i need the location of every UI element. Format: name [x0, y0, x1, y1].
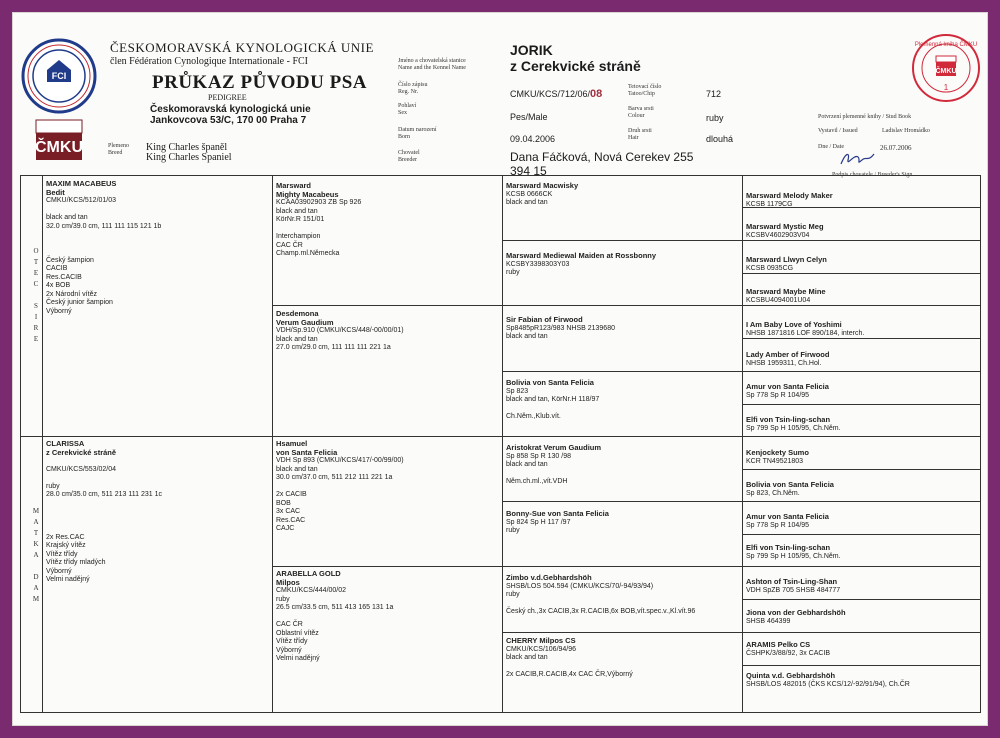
- colour-label: Barva srsti Colour: [628, 106, 654, 119]
- dog-info-line: [506, 470, 740, 479]
- dog-name-line: Marsward Mediewal Maiden at Rossbonny: [506, 251, 657, 260]
- dog-name-line: z Cerekvické stráně: [46, 447, 117, 457]
- dog-info-line: 2x Res.CAC: [46, 533, 85, 541]
- issued-value: Ladislav Hromádko: [882, 128, 930, 134]
- dog-info-line: SHSB/LOS 504.594 (CMKU/KCS/70/-94/93/94): [506, 582, 654, 590]
- dog-info-line: ruby: [46, 482, 60, 490]
- side-letter: A: [33, 584, 39, 592]
- dog-info-line: Ch.Něm.,Klub.vít.: [506, 413, 561, 420]
- grid-line: [742, 404, 981, 405]
- reg-number: CMKU/KCS/712/06/08: [510, 88, 603, 100]
- grid-line: [502, 240, 981, 241]
- side-letter: K: [33, 540, 39, 548]
- dog-name-line: Zimbo v.d.Gebhardshöh: [506, 573, 592, 582]
- dog-info-line: Sp 799 Sp H 105/95, Ch.Něm.: [746, 424, 841, 432]
- dog-info-line: 32.0 cm/39.0 cm, 111 111 115 121 1b: [46, 222, 162, 230]
- grid-line: [502, 501, 981, 502]
- gen4-cell: [746, 416, 979, 433]
- dog-name-line: Elfi von Tsin-ling-schan: [746, 415, 831, 424]
- dog-name-line: Sir Fabian of Firwood: [506, 315, 583, 324]
- dog-info-line: ruby: [506, 527, 520, 534]
- dog-name-line: I Am Baby Love of Yoshimi: [746, 320, 842, 329]
- side-letter: A: [33, 518, 39, 526]
- gen4-cell: [746, 449, 979, 466]
- dog-info-line: [506, 600, 740, 609]
- dog-name-line: Marsward Llwyn Celyn: [746, 255, 827, 264]
- grid-line: [742, 665, 981, 666]
- dam-side-label: [30, 506, 42, 605]
- org-member: člen Fédération Cynologique Internationale - FCI: [110, 56, 309, 67]
- dog-info-line: NHSB 1959311, Ch.Hol.: [746, 359, 822, 367]
- dog-info-line: Výborný: [46, 567, 72, 575]
- document-title: PRŮKAZ PŮVODU PSA: [152, 72, 368, 93]
- dog-name-line: Marsward: [276, 181, 312, 190]
- dog-name-line: ARAMIS Pelko CS: [746, 640, 811, 649]
- dog-name-line: CHERRY Milpos CS: [506, 636, 576, 645]
- dog-info-line: Český šampion: [46, 256, 94, 264]
- dog-name-line: Desdemona: [276, 309, 319, 318]
- dog-info-line: Sp 823: [506, 387, 529, 395]
- gen4-cell: [746, 288, 979, 305]
- dog-info-line: black and tan: [46, 214, 88, 221]
- dog-info-line: Sp 778 Sp R 104/95: [746, 391, 810, 399]
- dog-info-line: Champ.ml.Německa: [276, 250, 340, 257]
- side-letter: T: [33, 258, 39, 266]
- dog-info-line: Výborný: [46, 307, 72, 315]
- dog-info-line: 2x CACIB,R.CACIB,4x CAC ČR,Výborný: [506, 671, 633, 678]
- side-letter: O: [33, 247, 39, 255]
- dog-info-line: Sp 858 Sp R 130 /98: [506, 452, 571, 460]
- grid-line: [742, 469, 981, 470]
- dog-info-line: Sp8485pR123/983 NHSB 2139680: [506, 324, 615, 332]
- gen4-cell: [746, 256, 979, 273]
- dam-sire-cell: [276, 440, 500, 534]
- dog-name-line: Jiona von der Gebhardshöh: [746, 608, 846, 617]
- org-address: Českomoravská kynologická unie Jankovcova 53/C, 170 00 Praha 7: [150, 104, 311, 126]
- reg-label: Číslo zápisu Reg. Nr.: [398, 82, 428, 95]
- dog-name-line: Milpos: [276, 577, 300, 587]
- dog-info-line: Sp 824 Sp H 117 /97: [506, 518, 571, 526]
- gen4-cell: [746, 578, 979, 595]
- born-label: Datum narození Born: [398, 127, 437, 140]
- breed-label: Plemeno Breed: [108, 143, 129, 156]
- side-letter: T: [33, 529, 39, 537]
- name-label: Jméno a chovatelská stanice Name and the Kennel Name: [398, 58, 466, 71]
- dog-info-line: Velmi nadějný: [46, 576, 90, 583]
- dog-info-line: CMKU/KCS/553/02/04: [46, 465, 117, 473]
- born-value: 09.04.2006: [510, 134, 556, 144]
- grid-line: [742, 599, 981, 600]
- dog-info-line: ČSHPK/3/88/92, 3x CACIB: [746, 649, 831, 657]
- breeder-value: Dana Fáčková, Nová Cerekev 255 394 15: [510, 150, 694, 178]
- signature-icon: [838, 148, 878, 170]
- dog-info-line: KCAA03902903 ZB Sp 926: [276, 199, 362, 206]
- breeder-label: Chovatel Breeder: [398, 150, 420, 163]
- svg-text:Plemenná kniha ČMKU: Plemenná kniha ČMKU: [914, 42, 978, 48]
- side-letter: C: [33, 280, 39, 288]
- dog-info-line: 28.0 cm/35.0 cm, 511 213 111 231 1c: [46, 491, 162, 498]
- gen3-cell: [506, 444, 740, 487]
- side-letter: S: [34, 302, 38, 310]
- date-value: 26.07.2006: [880, 144, 912, 152]
- grid-line: [272, 305, 981, 306]
- side-letter: M: [32, 595, 40, 603]
- dog-name-line: Ashton of Tsin-Ling-Shan: [746, 577, 838, 586]
- dog-info-line: black and tan: [506, 461, 548, 468]
- grid-line: [20, 436, 981, 437]
- dog-info-line: [506, 405, 740, 414]
- dog-info-line: KCR TN49521803: [746, 457, 804, 465]
- dog-info-line: VDH/Sp.910 (CMKU/KCS/448/-00/00/01): [276, 327, 404, 334]
- svg-text:ČMKU: ČMKU: [35, 139, 83, 156]
- dog-info-line: CMKU/KCS/106/94/96: [506, 645, 577, 653]
- svg-text:FCI: FCI: [51, 71, 67, 81]
- side-letter: D: [33, 573, 39, 581]
- dog-info-line: KCSB 1179CG: [746, 200, 793, 208]
- grid-line: [502, 371, 981, 372]
- side-letter: E: [33, 269, 39, 277]
- dog-info-line: CMKU/KCS/444/00/02: [276, 587, 347, 594]
- gen4-cell: [746, 641, 979, 658]
- dog-info-line: black and tan: [506, 199, 548, 206]
- issued-label: Vystavil / Issued: [818, 128, 858, 134]
- side-letter: [30, 561, 42, 572]
- side-letter: E: [33, 335, 39, 343]
- dog-info-line: BOB: [276, 499, 291, 507]
- studbook-stamp-icon: [910, 32, 982, 104]
- dog-info-line: black and tan: [506, 333, 548, 340]
- hair-label: Druh srsti Hair: [628, 128, 652, 141]
- dog-info-line: KCSBY3398303Y03: [506, 260, 570, 268]
- dog-info-line: 4x BOB: [46, 282, 71, 289]
- gen4-cell: [746, 481, 979, 498]
- dog-info-line: KCSBV4602903V04: [746, 231, 810, 239]
- dam-dam-cell: [276, 570, 500, 664]
- dog-info-line: 30.0 cm/37.0 cm, 511 212 111 221 1a: [276, 474, 393, 481]
- dog-info-line: black and tan: [276, 335, 318, 343]
- studbook-title: Potvrzení plemenné knihy / Stud Book: [818, 114, 912, 120]
- grid-line: [42, 175, 43, 713]
- dog-info-line: [276, 613, 500, 622]
- dog-name-line: Amur von Santa Felicia: [746, 512, 829, 521]
- gen3-cell: [506, 637, 740, 680]
- document-subtitle: PEDIGREE: [208, 93, 247, 102]
- dog-info-line: SHSB 464399: [746, 617, 791, 625]
- signature-label: Podpis chovatele / Breeder's Sign.: [832, 172, 914, 178]
- dog-name-line: Hsamuel: [276, 439, 308, 448]
- dog-name-line: Verum Gaudium: [276, 317, 334, 327]
- dog-info-line: CACIB: [46, 265, 68, 272]
- dog-info-line: [46, 517, 270, 526]
- dog-info-line: Interchampion: [276, 233, 321, 240]
- dog-info-line: [46, 248, 270, 257]
- dog-name-line: Elfi von Tsin-ling-schan: [746, 543, 831, 552]
- dog-info-line: NHSB 1871816 LOF 890/184, interch.: [746, 329, 865, 337]
- dog-info-line: Sp 778 Sp R 104/95: [746, 521, 810, 529]
- dog-info-line: ruby: [506, 591, 520, 598]
- dog-name-line: Bolivia von Santa Felicia: [506, 378, 594, 387]
- dog-info-line: ruby: [506, 269, 520, 276]
- dog-info-line: [46, 240, 270, 249]
- grid-line: [272, 566, 981, 567]
- grid-line: [742, 338, 981, 339]
- dog-info-line: [46, 231, 270, 240]
- sire-sire-cell: [276, 182, 500, 259]
- dog-info-line: black and tan: [276, 207, 318, 215]
- dog-info-line: Vítěz třídy: [276, 638, 308, 645]
- gen3-cell: [506, 574, 740, 617]
- dog-info-line: 2x Národní vítěz: [46, 290, 97, 298]
- dog-name-line: Bonny-Sue von Santa Felicia: [506, 509, 609, 518]
- gen4-cell: [746, 513, 979, 530]
- gen4-cell: [746, 383, 979, 400]
- dog-name-line: Quinta v.d. Gebhardshöh: [746, 671, 836, 680]
- dog-info-line: Český junior šampion: [46, 299, 113, 306]
- dog-name-line: Marsward Mystic Meg: [746, 222, 824, 231]
- dog-info-line: Krajský vítěz: [46, 542, 86, 549]
- dog-name-line: ARABELLA GOLD: [276, 569, 341, 578]
- grid-line: [742, 534, 981, 535]
- dog-info-line: Res.CACIB: [46, 273, 82, 281]
- dog-info-line: 27.0 cm/29.0 cm, 111 111 111 221 1a: [276, 344, 391, 351]
- dog-info-line: Vítěz třídy mladých: [46, 559, 106, 566]
- dog-info-line: KCSBU4094001U04: [746, 296, 811, 304]
- svg-text:ČMKU: ČMKU: [935, 68, 957, 75]
- dog-info-line: KCSB 0935CG: [746, 264, 794, 272]
- dog-name-line: von Santa Felicia: [276, 447, 338, 457]
- dog-name-line: CLARISSA: [46, 439, 85, 448]
- dog-name-line: MAXIM MACABEUS: [46, 179, 117, 188]
- dog-info-line: KörNr.R 151/01: [276, 216, 325, 223]
- org-name: ČESKOMORAVSKÁ KYNOLOGICKÁ UNIE: [110, 40, 374, 55]
- breed-value: King Charles španěl King Charles Spaniel: [146, 142, 232, 163]
- dog-info-line: 3x CAC: [276, 508, 301, 515]
- dog-info-line: CAC ČR: [276, 241, 303, 249]
- colour-value: ruby: [706, 113, 724, 123]
- side-letter: A: [33, 551, 39, 559]
- dog-name-line: Lady Amber of Firwood: [746, 350, 830, 359]
- dog-info-line: [276, 225, 500, 234]
- gen3-cell: [506, 182, 740, 208]
- dog-name-line: Marsward Macwisky: [506, 181, 579, 190]
- grid-line: [742, 273, 981, 274]
- dog-info-line: ruby: [276, 595, 290, 603]
- dog-info-line: [506, 663, 740, 672]
- dog-info-line: 2x CACIB: [276, 491, 307, 498]
- gen4-cell: [746, 351, 979, 368]
- date-label: Dne / Date: [818, 144, 844, 150]
- side-letter: [30, 290, 42, 301]
- dog-info-line: black and tan: [276, 465, 318, 473]
- dog-info-line: VDH Sp 893 (CMKU/KCS/417/-00/99/00): [276, 457, 404, 464]
- tattoo-value: 712: [706, 89, 722, 99]
- dog-name-line: Amur von Santa Felicia: [746, 382, 829, 391]
- dog-info-line: Český ch.,3x CACIB,3x R.CACIB,6x BOB,vít.spec.v.,Kl.vít.96: [506, 608, 696, 615]
- dog-info-line: [46, 474, 270, 483]
- dog-info-line: Sp 799 Sp H 105/95, Ch.Něm.: [746, 552, 841, 560]
- dog-info-line: CAJC: [276, 525, 295, 532]
- gen3-cell: [506, 510, 740, 536]
- dog-info-line: CAC ČR: [276, 621, 303, 628]
- dog-name-line: Kenjockety Sumo: [746, 448, 809, 457]
- tattoo-label: Tetovací číslo Tatoo/Chip: [628, 84, 662, 97]
- dog-info-line: black and tan, KörNr.H 118/97: [506, 396, 600, 403]
- dog-info-line: Něm.ch.ml.,vít.VDH: [506, 478, 568, 485]
- gen3-cell: [506, 379, 740, 422]
- gen3-cell: [506, 252, 740, 278]
- dog-info-line: Výborný: [276, 646, 302, 654]
- grid-line: [502, 632, 981, 633]
- dog-name-line: Marsward Melody Maker: [746, 191, 833, 200]
- dog-info-line: [46, 525, 270, 534]
- cmku-fci-logo-icon: [14, 34, 104, 164]
- sex-value: Pes/Male: [510, 112, 548, 122]
- grid-line: [272, 175, 273, 713]
- dam-cell: [46, 440, 270, 585]
- sex-label: Pohlaví Sex: [398, 103, 417, 116]
- dog-name-line: Marsward Maybe Mine: [746, 287, 826, 296]
- gen4-cell: [746, 672, 979, 689]
- dog-info-line: [276, 483, 500, 492]
- dog-info-line: CMKU/KCS/512/01/03: [46, 197, 117, 204]
- side-letter: I: [34, 313, 38, 321]
- gen3-cell: [506, 316, 740, 342]
- grid-line: [742, 207, 981, 208]
- hair-value: dlouhá: [706, 134, 734, 144]
- side-letter: R: [33, 324, 39, 332]
- sire-side-label: [30, 246, 42, 345]
- sire-cell: [46, 180, 270, 316]
- gen4-cell: [746, 609, 979, 626]
- side-letter: M: [32, 507, 40, 515]
- sire-dam-cell: [276, 310, 500, 353]
- dog-info-line: SHSB/LOS 482015 (ČKS KCS/12/-92/91/94), Ch.ČR: [746, 680, 910, 688]
- dog-info-line: [46, 508, 270, 517]
- gen4-cell: [746, 321, 979, 338]
- dog-name: JORIK z Cerekvické stráně: [510, 42, 641, 74]
- dog-info-line: KCSB 0666CK: [506, 190, 553, 198]
- dog-info-line: Vítěz třídy: [46, 550, 78, 558]
- dog-info-line: [46, 500, 270, 509]
- dog-info-line: Sp 823, Ch.Něm.: [746, 489, 800, 497]
- dog-name-line: Mighty Macabeus: [276, 189, 339, 199]
- dog-info-line: 26.5 cm/33.5 cm, 511 413 165 131 1a: [276, 604, 394, 611]
- gen4-cell: [746, 544, 979, 561]
- dog-info-line: Velmi nadějný: [276, 655, 320, 662]
- dog-name-line: Bedit: [46, 187, 65, 197]
- svg-text:1: 1: [943, 83, 949, 92]
- dog-info-line: Oblastní vítěz: [276, 629, 319, 637]
- dog-name-line: Aristokrat Verum Gaudium: [506, 443, 602, 452]
- gen4-cell: [746, 223, 979, 240]
- dog-info-line: VDH SpZB 705 SHSB 484777: [746, 586, 841, 594]
- dog-name-line: Bolivia von Santa Felicia: [746, 480, 834, 489]
- dog-info-line: [46, 457, 270, 466]
- dog-info-line: [46, 206, 270, 215]
- dog-info-line: black and tan: [506, 654, 548, 661]
- dog-info-line: Res.CAC: [276, 516, 306, 524]
